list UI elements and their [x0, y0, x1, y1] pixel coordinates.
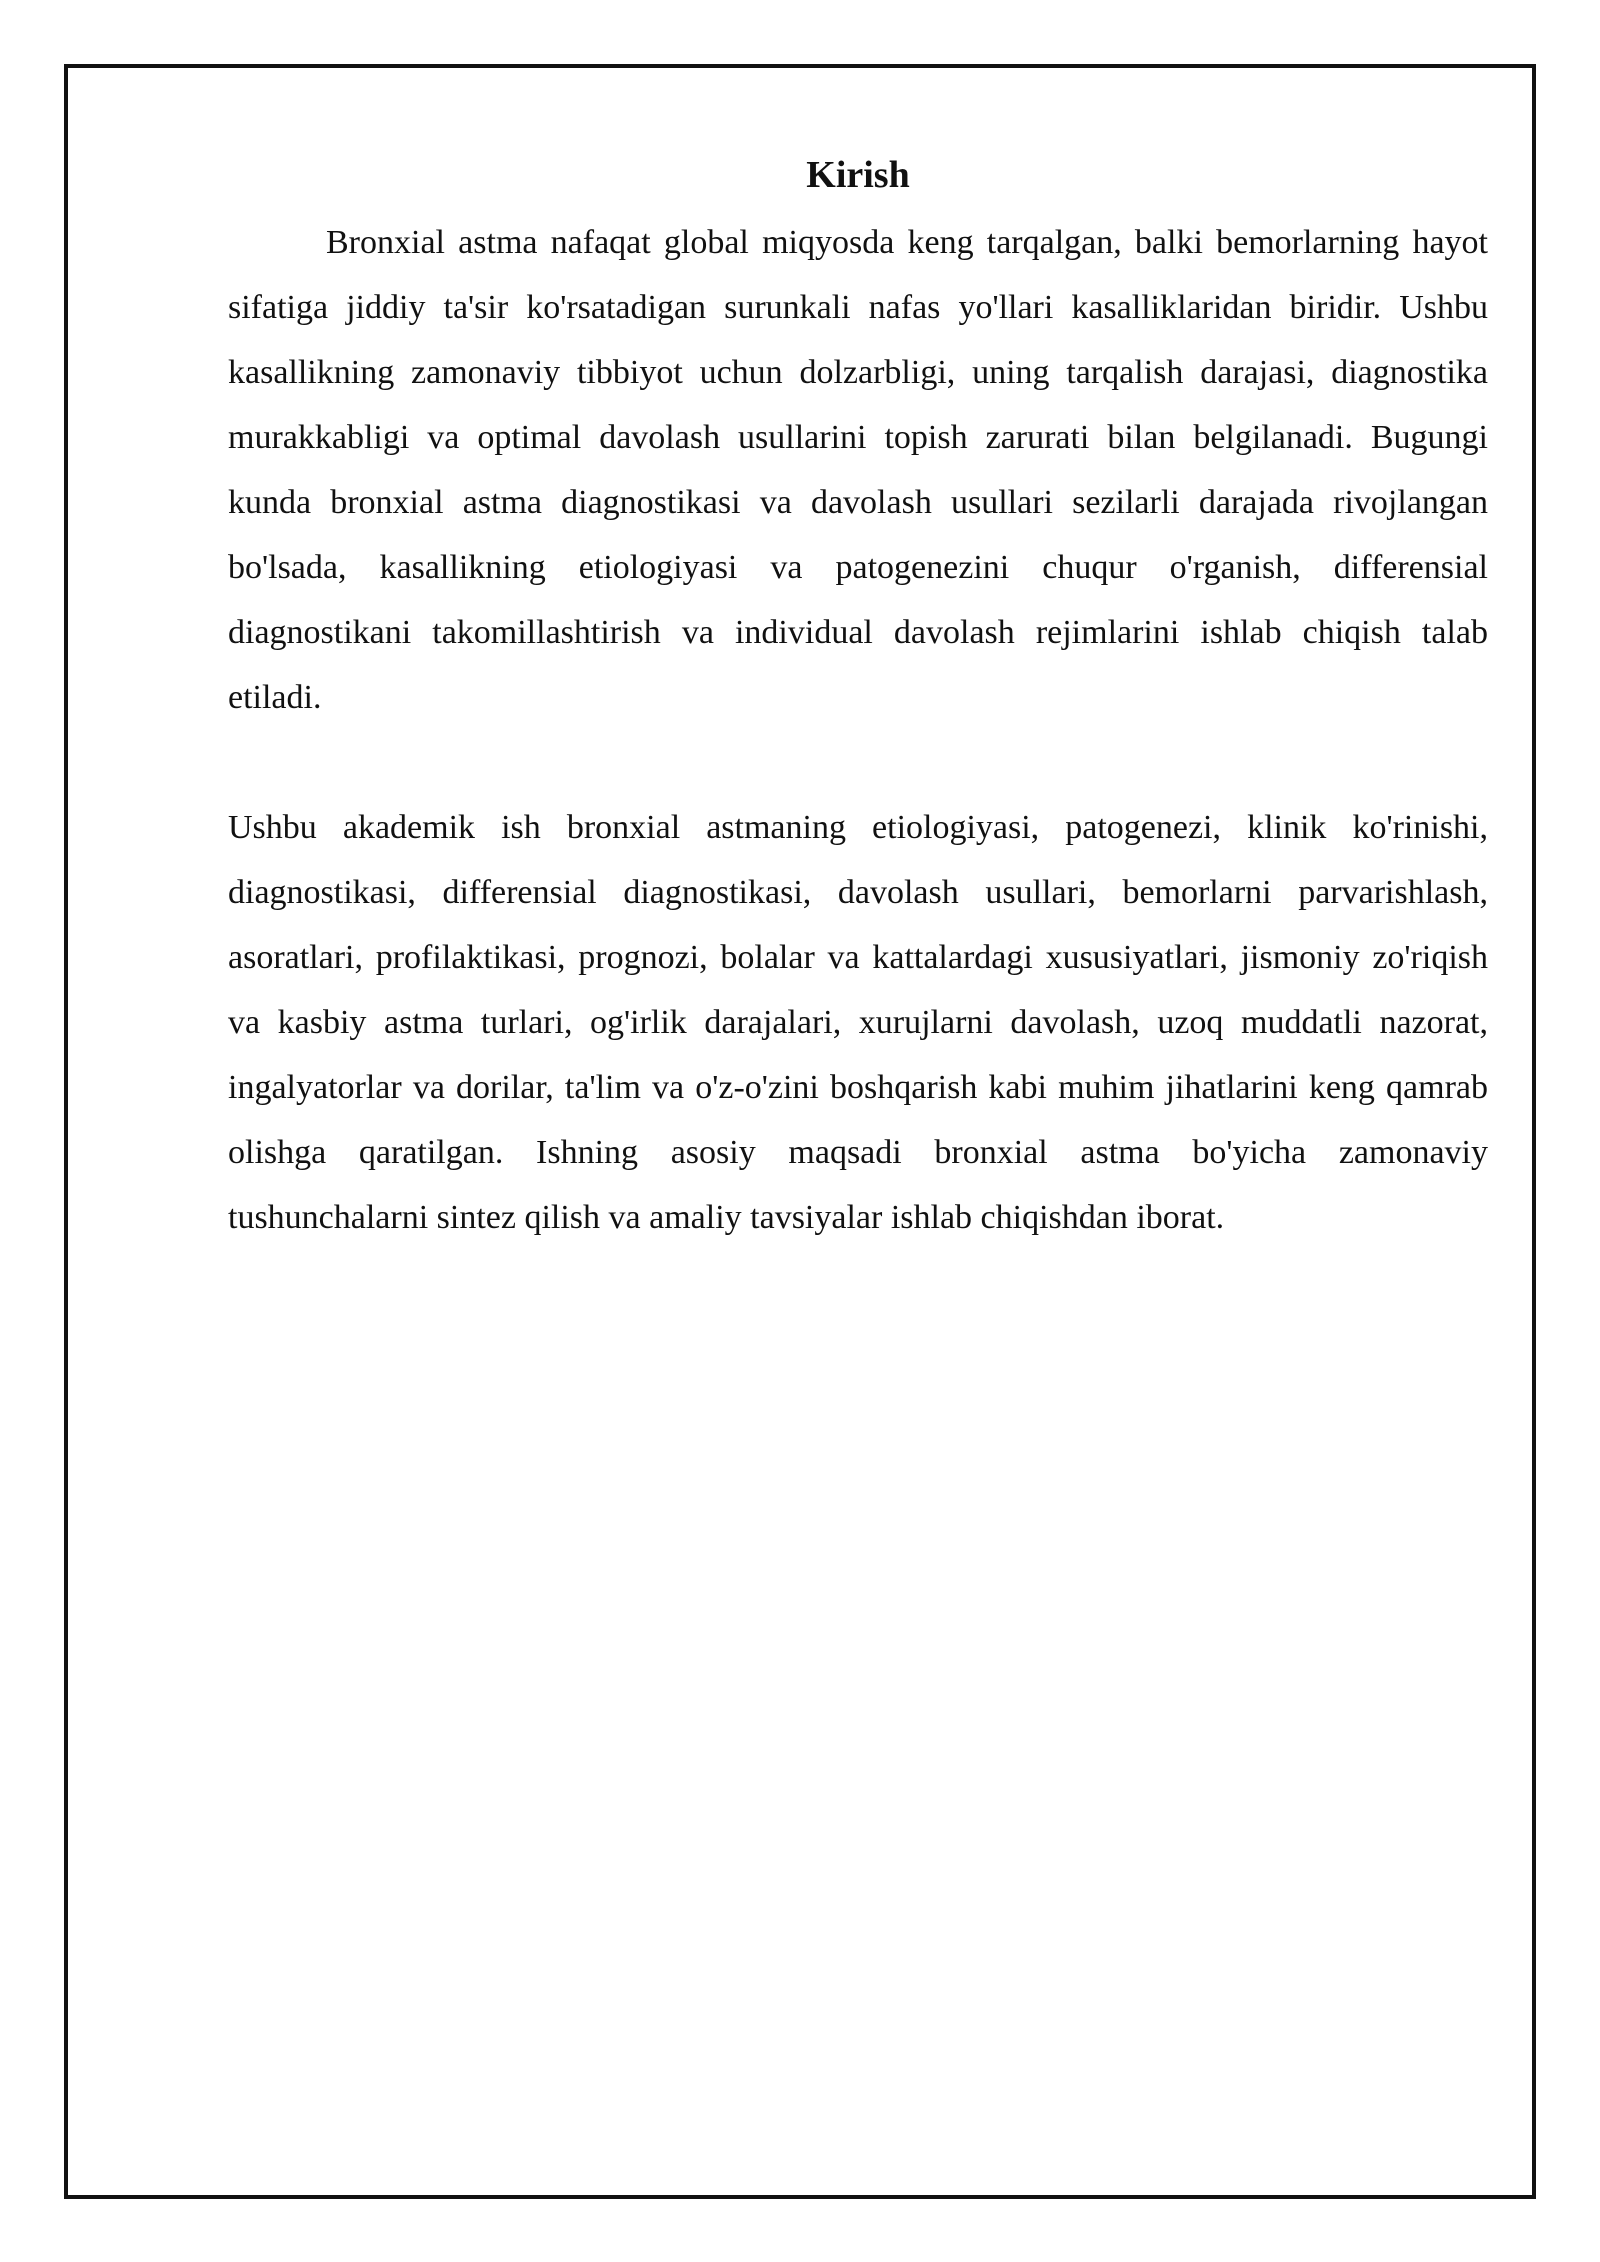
document-body [228, 140, 1488, 1250]
document-title: Kirish [806, 154, 910, 196]
paragraph-introduction: Bronxial astma nafaqat global miqyosda keng tarqalgan, balki bemorlarning hayot sifatiga jiddiy ta'sir ko'rsatadigan surunkali nafas yo'llari kasalliklaridan biridir. Ushbu kasallikning zamonaviy tibbiyot uchun dolzarbligi, uning tarqalish darajasi, diagnostika murakkabligi va optimal davolash usullarini topish zarurati bilan belgilanadi. Bugungi kunda bronxial astma diagnostikasi va davolash usullari sezilarli darajada rivojlangan bo'lsada, kasallikning etiologiyasi va patogenezini chuqur o'rganish, differensial diagnostikani takomillashtirish va individual davolash rejimlarini ishlab chiqish talab etiladi. [228, 224, 1488, 716]
paragraph-scope: Ushbu akademik ish bronxial astmaning etiologiyasi, patogenezi, klinik ko'rinishi, diagnostikasi, differensial diagnostikasi, davolash usullari, bemorlarni parvarishlash, asoratlari, profilaktikasi, prognozi, bolalar va kattalardagi xususiyatlari, jismoniy zo'riqish va kasbiy astma turlari, og'irlik darajalari, xurujlarni davolash, uzoq muddatli nazorat, ingalyatorlar va dorilar, ta'lim va o'z-o'zini boshqarish kabi muhim jihatlarini keng qamrab olishga qaratilgan. Ishning asosiy maqsadi bronxial astma bo'yicha zamonaviy tushunchalarni sintez qilish va amaliy tavsiyalar ishlab chiqishdan iborat. [228, 809, 1488, 1236]
